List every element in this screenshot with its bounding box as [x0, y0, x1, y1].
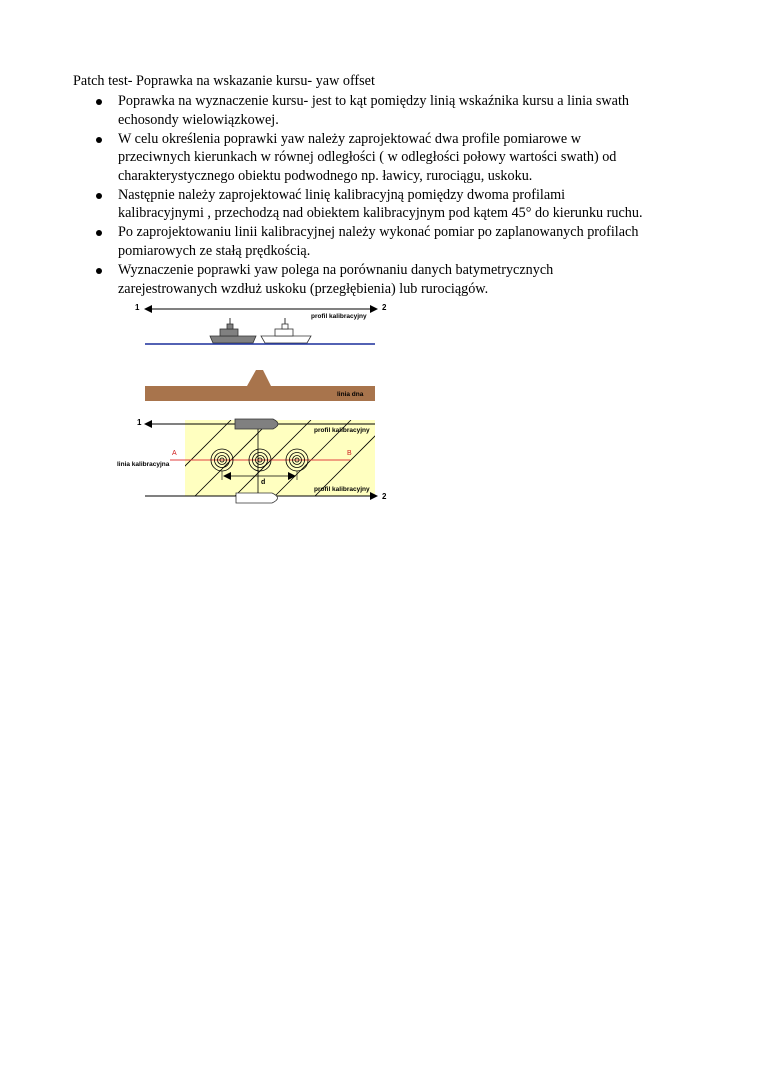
- bullet-5-line-1: Wyznaczenie poprawki yaw polega na porównaniu danych batymetrycznych: [118, 261, 554, 278]
- bullet-item-5: [73, 261, 713, 298]
- ship-white-icon: [261, 318, 311, 343]
- top-start-label: 1: [135, 303, 140, 312]
- bullet-1-line-1: Poprawka na wyznaczenie kursu- jest to kąt pomiędzy linią wskaźnika kursu a linia swath: [118, 93, 629, 109]
- calibration-line-label: linia kalibracyjna: [117, 461, 170, 468]
- plan-bottom-line-label: 2: [382, 492, 387, 501]
- point-b-label: B: [347, 450, 352, 457]
- bullet-item-3: [73, 186, 713, 223]
- bullet-1-line-2: echosondy wielowiązkowej.: [118, 111, 279, 128]
- bullet-2-line-1: W celu określenia poprawki yaw należy zaprojektować dwa profile pomiarowe w: [118, 130, 582, 147]
- bullet-item-2: [73, 130, 713, 186]
- bullet-dot: [96, 193, 102, 199]
- bullet-dot: [96, 268, 102, 274]
- bullet-4-line-1: Po zaprojektowaniu linii kalibracyjnej należy wykonać pomiar po zaplanowanych profilach: [118, 224, 639, 241]
- bullet-dot: [96, 99, 102, 105]
- point-a-label: A: [172, 450, 177, 457]
- bullet-5-line-2: zarejestrowanych wzdłuż uskoku (przegłębienia) lub rurociągów.: [118, 280, 489, 297]
- bullet-3-line-1: Następnie należy zaprojektować linię kalibracyjną pomiędzy dwoma profilami: [118, 186, 566, 203]
- bullet-item-4: [73, 223, 713, 260]
- distance-label: d: [261, 479, 266, 486]
- bullet-4-line-2: pomiarowych ze stałą prędkością.: [118, 242, 311, 259]
- boat-topview-white-icon: [236, 493, 278, 503]
- plan-bottom-profile-label: profil kalibracyjny: [314, 486, 370, 493]
- top-profile-label: profil kalibracyjny: [311, 313, 367, 320]
- bullet-item-1: [73, 92, 713, 129]
- ship-dark-icon: [210, 318, 256, 343]
- bullet-2-line-3: charakterystycznego obiektu podwodnego np. ławicy, rurociągu, uskoku.: [118, 167, 533, 184]
- bullet-list: [73, 92, 713, 298]
- bullet-3-line-2: kalibracyjnymi , przechodzą nad obiektem kalibracyjnym pod kątem 45° do kierunku ruchu.: [118, 205, 643, 222]
- page-title: Patch test- Poprawka na wskazanie kursu- yaw offset: [73, 73, 375, 89]
- seabed-label: linia dna: [337, 391, 364, 398]
- boat-topview-dark-icon: [235, 419, 278, 429]
- bullet-2-line-2: przeciwnych kierunkach w równej odległości ( w odległości połowy wartości swath) od: [118, 149, 617, 166]
- plan-top-profile-label: profil kalibracyjny: [314, 427, 370, 434]
- bullet-dot: [96, 137, 102, 143]
- figure-svg: [115, 298, 395, 508]
- bullet-dot: [96, 230, 102, 236]
- top-end-label: 2: [382, 303, 387, 312]
- yaw-calibration-figure: [115, 298, 395, 508]
- plan-top-line-label: 1: [137, 418, 142, 427]
